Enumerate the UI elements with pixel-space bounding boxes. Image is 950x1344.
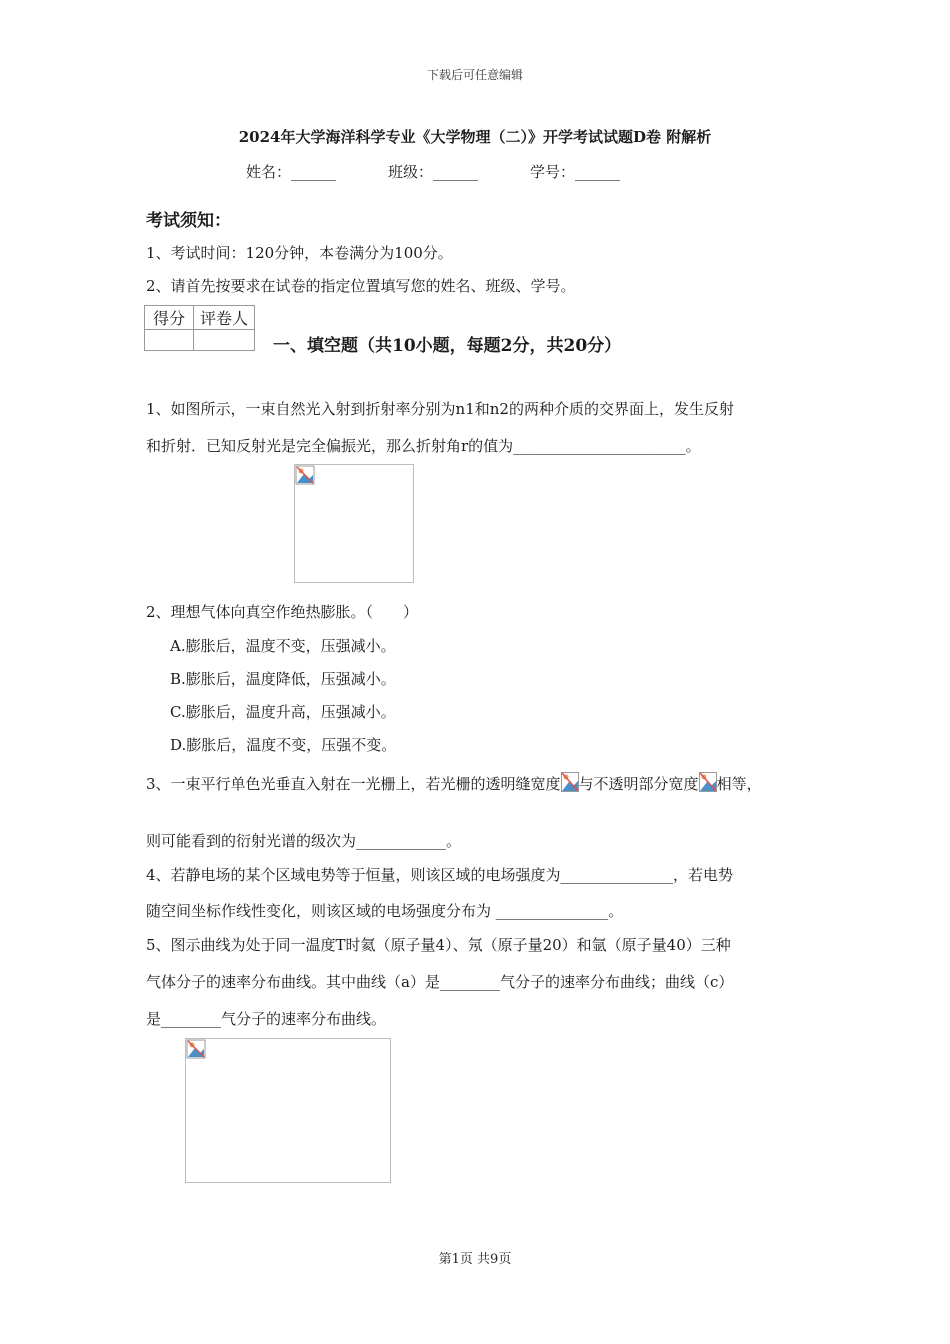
- question-5-figure: [185, 1038, 391, 1183]
- question-3-text-b: 与不透明部分宽度: [578, 775, 699, 793]
- name-field-label: 姓名：______: [246, 163, 337, 181]
- exam-title: 2024年大学海洋科学专业《大学物理（二）》开学考试试题D卷 附解析: [238, 128, 712, 146]
- broken-image-icon: [699, 772, 717, 792]
- question-3-text-a: 3、一束平行单色光垂直入射在一光栅上，若光栅的透明缝宽度: [146, 775, 561, 793]
- question-1-figure: [294, 464, 414, 583]
- question-5-line-3: 是________气分子的速率分布曲线。: [146, 1010, 387, 1028]
- grader-cell: [194, 330, 255, 351]
- question-5-line-1: 5、图示曲线为处于同一温度T时氦（原子量4）、氖（原子量20）和氩（原子量40）三种: [146, 936, 731, 954]
- question-4-line-1: 4、若静电场的某个区域电势等于恒量，则该区域的电场强度为_______________，若电势: [146, 866, 734, 884]
- question-3-line-2: 则可能看到的衍射光谱的级次为____________。: [146, 832, 462, 850]
- broken-image-icon: [295, 465, 315, 485]
- question-2-option-c: C.膨胀后，温度升高，压强减小。: [170, 703, 396, 721]
- notice-item: 2、请首先按要求在试卷的指定位置填写您的姓名、班级、学号。: [146, 277, 576, 295]
- notice-heading: 考试须知：: [146, 211, 231, 231]
- score-table: [144, 305, 255, 351]
- question-2-option-a: A.膨胀后，温度不变，压强减小。: [170, 637, 396, 655]
- question-3-line-1: [146, 772, 762, 794]
- question-4-line-2: 随空间坐标作线性变化，则该区域的电场强度分布为 _______________。: [146, 902, 624, 920]
- question-5-line-2: 气体分子的速率分布曲线。其中曲线（a）是________气分子的速率分布曲线；曲线（c）: [146, 973, 734, 991]
- class-field-label: 班级：______: [388, 163, 479, 181]
- score-cell: [145, 330, 194, 351]
- section-title: 一、填空题（共10小题，每题2分，共20分）: [273, 336, 622, 356]
- question-2-stem: 2、理想气体向真空作绝热膨胀。（ ）: [146, 603, 419, 621]
- notice-item: 1、考试时间：120分钟，本卷满分为100分。: [146, 244, 453, 262]
- question-2-option-d: D.膨胀后，温度不变，压强不变。: [170, 736, 397, 754]
- score-header: 得分: [145, 306, 194, 330]
- broken-image-icon: [561, 772, 579, 792]
- question-2-option-b: B.膨胀后，温度降低，压强减小。: [170, 670, 396, 688]
- question-3-text-c: 相等，: [716, 775, 762, 793]
- grader-header: 评卷人: [194, 306, 255, 330]
- question-1-line-1: 1、如图所示，一束自然光入射到折射率分别为n1和n2的两种介质的交界面上，发生反射: [146, 400, 734, 418]
- page-footer: 第1页 共9页: [438, 1252, 512, 1267]
- header-note: 下载后可任意编辑: [426, 68, 523, 82]
- broken-image-icon: [186, 1039, 206, 1059]
- question-1-line-2: 和折射．已知反射光是完全偏振光，那么折射角r的值为_______________________。: [146, 437, 701, 455]
- student-id-field-label: 学号：______: [530, 163, 621, 181]
